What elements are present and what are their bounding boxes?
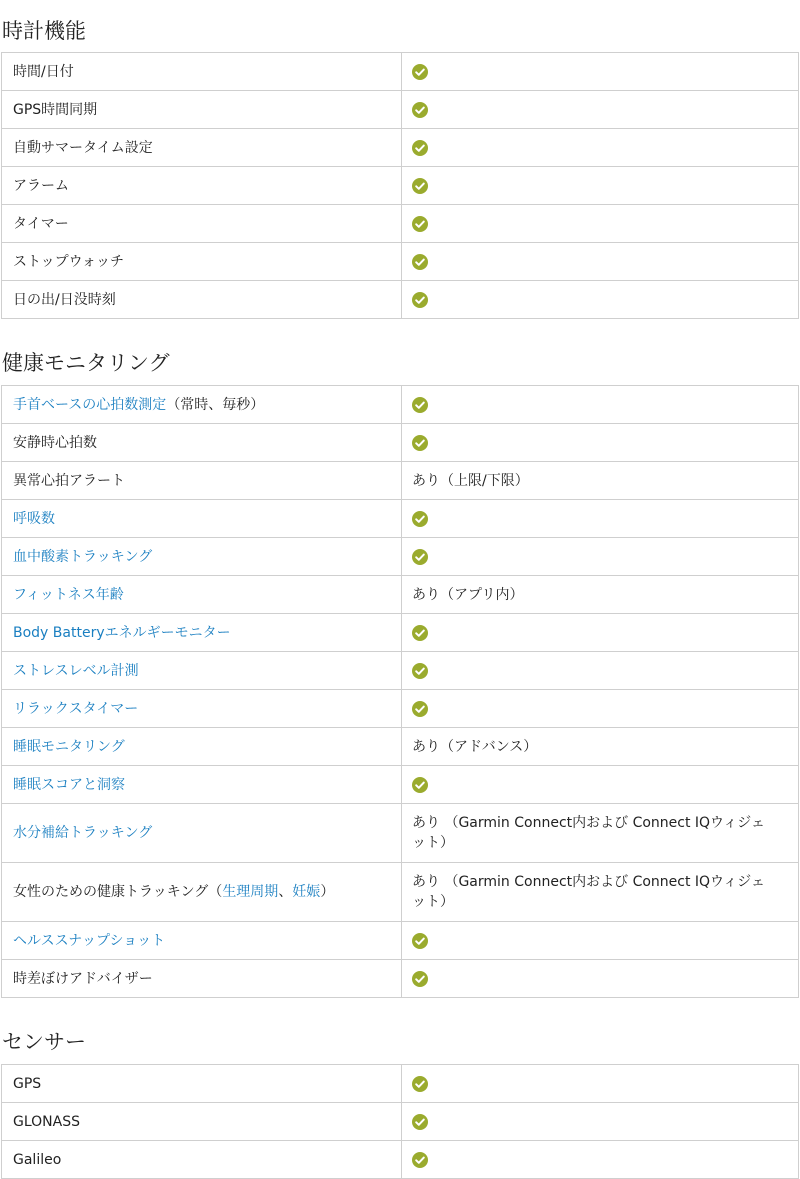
row-value <box>402 1103 799 1141</box>
row-label <box>2 766 402 804</box>
feature-link[interactable]: 睡眠スコアと洞察 <box>13 776 125 793</box>
check-circle-icon <box>412 777 428 793</box>
row-value-text: あり（アプリ内） <box>402 576 799 614</box>
row-value <box>402 652 799 690</box>
feature-link[interactable]: 生理周期 <box>222 884 279 900</box>
row-value <box>402 91 799 129</box>
row-value <box>402 766 799 804</box>
table-row <box>2 1103 799 1141</box>
section-title-sensor: センサー <box>2 1030 86 1054</box>
table-row <box>2 386 799 424</box>
feature-link[interactable]: 水分補給トラッキング <box>13 825 153 841</box>
table-row <box>2 652 799 690</box>
check-circle-icon <box>412 102 428 118</box>
table-row <box>2 167 799 205</box>
feature-link[interactable]: 呼吸数 <box>13 510 55 527</box>
check-circle-icon <box>412 663 428 679</box>
row-label: ストップウォッチ <box>2 243 402 281</box>
table-row <box>2 960 799 998</box>
row-value <box>402 167 799 205</box>
feature-link[interactable]: リラックスタイマー <box>13 700 139 717</box>
check-circle-icon <box>412 64 428 80</box>
table-row <box>2 1141 799 1179</box>
table-row <box>2 243 799 281</box>
check-circle-icon <box>412 216 428 232</box>
row-label: GPS時間同期 <box>2 91 402 129</box>
row-label: 時差ぼけアドバイザー <box>2 960 402 998</box>
row-label: 安静時心拍数 <box>2 424 402 462</box>
row-label: Galileo <box>2 1141 402 1179</box>
spec-table-health <box>1 385 799 998</box>
row-value <box>402 1065 799 1103</box>
row-label: タイマー <box>2 205 402 243</box>
row-label: 時間/日付 <box>2 53 402 91</box>
row-value-text: あり（アドバンス） <box>402 728 799 766</box>
row-value <box>402 922 799 960</box>
spec-table-clock <box>1 52 799 319</box>
check-circle-icon <box>412 511 428 527</box>
row-label: アラーム <box>2 167 402 205</box>
section-title-health: 健康モニタリング <box>2 351 170 375</box>
section-title-clock: 時計機能 <box>2 19 86 43</box>
row-label-suffix: ） <box>320 884 335 900</box>
table-row <box>2 91 799 129</box>
table-row <box>2 205 799 243</box>
check-circle-icon <box>412 140 428 156</box>
row-value <box>402 614 799 652</box>
feature-link[interactable]: 睡眠モニタリング <box>13 738 125 755</box>
row-label <box>2 614 402 652</box>
check-circle-icon <box>412 971 428 987</box>
row-value <box>402 538 799 576</box>
table-row <box>2 804 799 863</box>
row-value <box>402 690 799 728</box>
table-row <box>2 129 799 167</box>
row-label <box>2 728 402 766</box>
table-row <box>2 424 799 462</box>
table-row <box>2 922 799 960</box>
feature-link[interactable]: 妊娠 <box>292 884 321 900</box>
row-value <box>402 500 799 538</box>
row-value <box>402 424 799 462</box>
feature-link[interactable]: フィットネス年齢 <box>13 586 124 603</box>
table-row <box>2 53 799 91</box>
check-circle-icon <box>412 1076 428 1092</box>
row-label-prefix: 女性のための健康トラッキング（ <box>13 884 223 900</box>
table-row <box>2 538 799 576</box>
row-label <box>2 922 402 960</box>
table-row <box>2 462 799 500</box>
feature-link[interactable]: 手首ベースの心拍数測定 <box>13 396 167 413</box>
row-label <box>2 576 402 614</box>
feature-link[interactable]: ストレスレベル計測 <box>13 662 139 679</box>
check-circle-icon <box>412 397 428 413</box>
check-circle-icon <box>412 1114 428 1130</box>
table-row <box>2 766 799 804</box>
row-value-text: あり （Garmin Connect内および Connect IQウィジェット） <box>402 804 799 863</box>
check-circle-icon <box>412 1152 428 1168</box>
row-value-text: あり（上限/下限） <box>402 462 799 500</box>
check-circle-icon <box>412 701 428 717</box>
check-circle-icon <box>412 933 428 949</box>
row-value <box>402 53 799 91</box>
feature-link[interactable]: 血中酸素トラッキング <box>13 548 153 565</box>
row-label: 日の出/日没時刻 <box>2 281 402 319</box>
row-label: GLONASS <box>2 1103 402 1141</box>
feature-link[interactable]: ヘルススナップショット <box>13 932 166 949</box>
check-circle-icon <box>412 625 428 641</box>
row-label <box>2 652 402 690</box>
row-label <box>2 690 402 728</box>
table-row <box>2 281 799 319</box>
row-label-separator: 、 <box>278 884 293 900</box>
table-row <box>2 614 799 652</box>
row-value <box>402 243 799 281</box>
check-circle-icon <box>412 178 428 194</box>
table-row <box>2 690 799 728</box>
row-value-text: あり （Garmin Connect内および Connect IQウィジェット） <box>402 863 799 922</box>
row-label <box>2 804 402 863</box>
check-circle-icon <box>412 435 428 451</box>
row-value <box>402 205 799 243</box>
table-row <box>2 576 799 614</box>
spec-table-sensor <box>1 1064 799 1179</box>
check-circle-icon <box>412 254 428 270</box>
row-value <box>402 1141 799 1179</box>
row-label: 自動サマータイム設定 <box>2 129 402 167</box>
feature-link[interactable]: Body Batteryエネルギーモニター <box>13 624 231 641</box>
check-circle-icon <box>412 292 428 308</box>
row-label: GPS <box>2 1065 402 1103</box>
table-row <box>2 500 799 538</box>
table-row <box>2 728 799 766</box>
row-label: 異常心拍アラート <box>2 462 402 500</box>
row-label-suffix: （常時、毎秒） <box>166 396 265 413</box>
row-value <box>402 281 799 319</box>
row-value <box>402 129 799 167</box>
row-label <box>2 500 402 538</box>
row-value <box>402 386 799 424</box>
row-value <box>402 960 799 998</box>
check-circle-icon <box>412 549 428 565</box>
table-row <box>2 1065 799 1103</box>
row-label <box>2 538 402 576</box>
row-label <box>2 386 402 424</box>
table-row <box>2 863 799 922</box>
row-label <box>2 863 402 922</box>
